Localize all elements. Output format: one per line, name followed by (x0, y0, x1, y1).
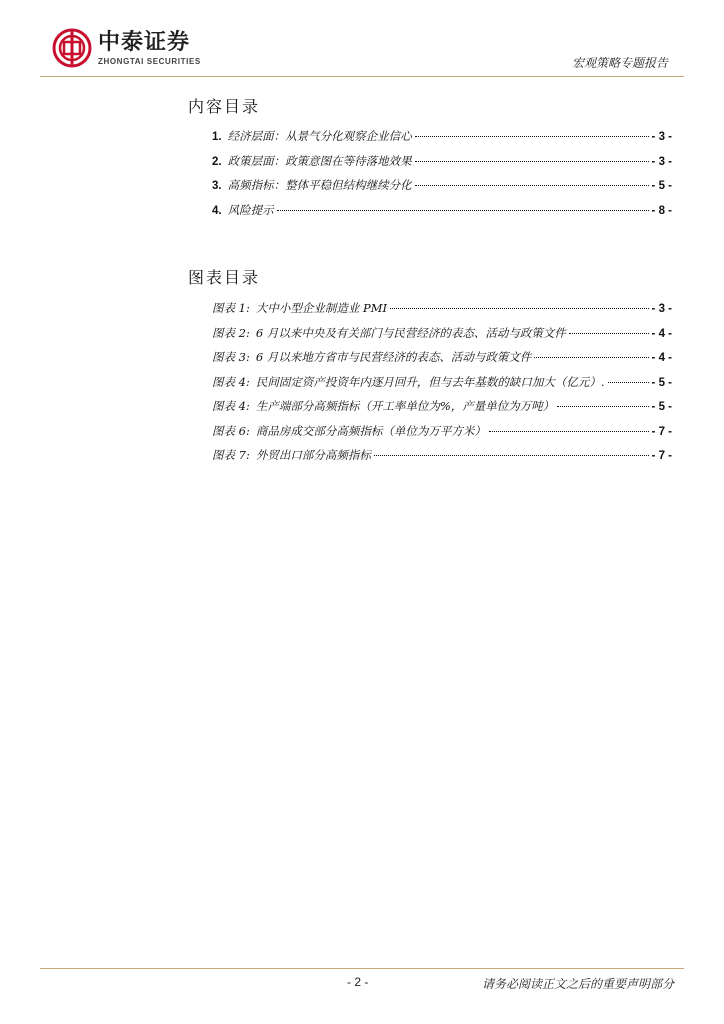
figure-page: - 5 - (651, 401, 672, 413)
dot-leader (415, 185, 649, 186)
figure-page: - 4 - (651, 352, 672, 364)
footer-disclaimer: 请务必阅读正文之后的重要声明部分 (481, 977, 674, 991)
figure-text: 外贸出口部分高频指标 (255, 448, 371, 462)
dot-leader (415, 136, 649, 137)
toc-item-number: 3. (212, 180, 222, 192)
company-logo (52, 28, 201, 68)
figure-item[interactable] (212, 423, 672, 448)
toc-item-number: 4. (212, 204, 222, 217)
figure-label: 图表 6: (212, 423, 250, 438)
figure-text: 6 月以来中央及有关部门与民营经济的表态、活动与政策文件 (255, 325, 566, 340)
toc-item-text: 政策层面：政策意图在等待落地效果 (227, 153, 412, 168)
toc-item-text: 经济层面：从景气分化观察企业信心 (227, 129, 412, 143)
dot-leader (569, 333, 649, 334)
footer-divider (40, 968, 684, 969)
toc-item[interactable] (212, 202, 672, 227)
toc-item-text: 风险提示 (227, 202, 274, 217)
figure-page: - 3 - (651, 303, 672, 315)
figure-text: 民间固定资产投资年内逐月回升，但与去年基数的缺口加大（亿元）. (255, 374, 605, 389)
figure-item[interactable] (212, 447, 672, 472)
company-name-cn: 中泰证券 (98, 29, 191, 55)
toc-item-number: 2. (212, 155, 222, 168)
figure-item[interactable] (212, 349, 672, 374)
dot-leader (534, 357, 648, 358)
toc-item-number: 1. (212, 131, 222, 143)
figure-label: 图表 4: (212, 399, 250, 413)
contents-list (212, 128, 672, 226)
company-name-en: ZHONGTAI SECURITIES (98, 56, 201, 66)
figure-page: - 5 - (651, 376, 672, 389)
figure-item[interactable] (212, 300, 672, 325)
toc-item[interactable] (212, 177, 672, 202)
figure-item[interactable] (212, 398, 672, 423)
figure-label: 图表 1: (212, 301, 250, 315)
dot-leader (277, 210, 649, 211)
dot-leader (390, 308, 648, 309)
dot-leader (608, 382, 649, 383)
dot-leader (557, 406, 648, 407)
figure-text: 6 月以来地方省市与民营经济的表态、活动与政策文件 (255, 350, 532, 364)
figure-page: - 4 - (651, 327, 672, 340)
toc-item-page: - 3 - (651, 155, 672, 168)
figure-page: - 7 - (651, 450, 672, 462)
header-divider (40, 76, 684, 77)
toc-item[interactable] (212, 153, 672, 178)
page-header (0, 0, 724, 80)
toc-item[interactable] (212, 128, 672, 153)
figures-list (212, 300, 672, 472)
figure-item[interactable] (212, 374, 672, 399)
figure-text: 商品房成交部分高频指标（单位为万平方米） (255, 423, 486, 438)
report-type: 宏观策略专题报告 (571, 56, 668, 70)
figures-title: 图表目录 (188, 268, 261, 287)
figure-label: 图表 4: (212, 374, 250, 389)
toc-item-text: 高频指标：整体平稳但结构继续分化 (227, 178, 412, 192)
contents-title: 内容目录 (188, 97, 261, 116)
page-number: - 2 - (347, 975, 369, 989)
toc-item-page: - 8 - (651, 204, 672, 217)
figure-text: 大中小型企业制造业 PMI (255, 301, 388, 315)
toc-item-page: - 3 - (651, 131, 672, 143)
figure-label: 图表 7: (212, 448, 250, 462)
dot-leader (415, 161, 649, 162)
zhongtai-logo-icon (52, 28, 92, 68)
figure-page: - 7 - (651, 425, 672, 438)
figure-item[interactable] (212, 325, 672, 350)
figure-label: 图表 3: (212, 350, 250, 364)
dot-leader (374, 455, 649, 456)
dot-leader (489, 431, 649, 432)
toc-item-page: - 5 - (651, 180, 672, 192)
figure-label: 图表 2: (212, 325, 250, 340)
figure-text: 生产端部分高频指标（开工率单位为%，产量单位为万吨） (255, 399, 555, 413)
